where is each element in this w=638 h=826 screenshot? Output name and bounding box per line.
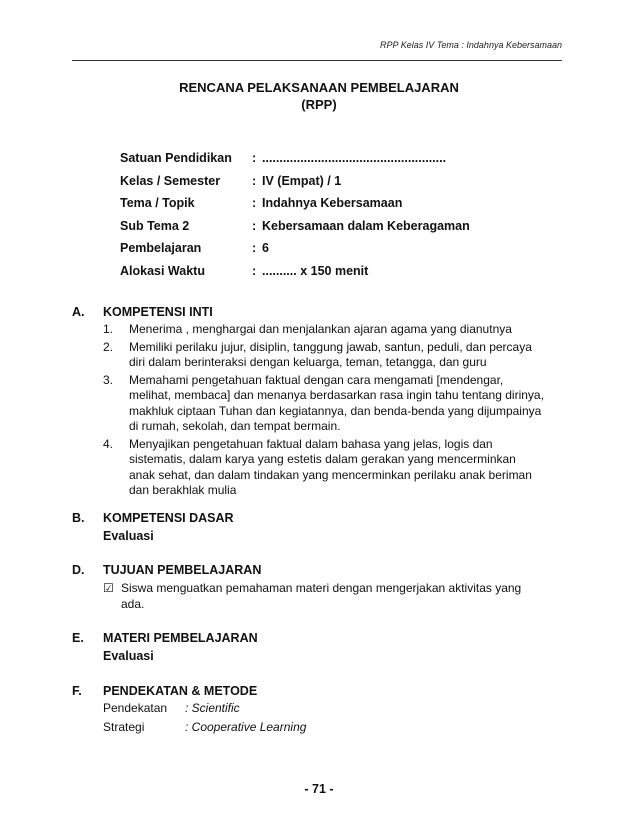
document-subtitle: (RPP) (301, 97, 337, 112)
list-number: 3. (103, 372, 114, 387)
method-row (103, 719, 306, 735)
list-line: Memiliki perilaku jujur, disiplin, tanggung jawab, santun, peduli, dan percaya (129, 339, 532, 354)
section-title: KOMPETENSI DASAR (103, 511, 234, 525)
section-title: MATERI PEMBELAJARAN (103, 631, 258, 645)
list-number: 2. (103, 339, 114, 354)
identity-label: Pembelajaran (120, 241, 202, 256)
section-title: KOMPETENSI INTI (103, 305, 213, 319)
method-row (103, 700, 306, 716)
list-line: Memahami pengetahuan faktual dengan cara mengamati [mendengar, (129, 372, 504, 387)
identity-row (120, 260, 470, 283)
identity-colon: : (252, 151, 257, 166)
identity-label: Kelas / Semester (120, 173, 221, 188)
identity-value: 6 (262, 241, 269, 256)
running-header: RPP Kelas IV Tema : Indahnya Kebersamaan (380, 40, 562, 50)
identity-label: Tema / Topik (120, 196, 195, 211)
section-materi-pembelajaran (72, 631, 258, 664)
identity-label: Sub Tema 2 (120, 218, 190, 233)
objective-line: Siswa menguatkan pemahaman materi dengan mengerjakan aktivitas yang (121, 581, 522, 595)
list-line: Menerima , menghargai dan menjalankan ajaran agama yang dianutnya (129, 322, 512, 336)
method-label: Pendekatan (103, 701, 168, 715)
section-letter: A. (72, 305, 85, 319)
section-body (103, 322, 569, 499)
identity-value: Indahnya Kebersamaan (262, 196, 403, 211)
list-line: Menyajikan pengetahuan faktual dalam bahasa yang jelas, logis dan (129, 436, 493, 451)
section-heading (72, 511, 234, 525)
objective-item (103, 581, 521, 612)
section-letter: B. (72, 511, 85, 525)
list-item (103, 437, 569, 499)
identity-value: ..................................................... (262, 151, 447, 166)
identity-table (120, 147, 470, 282)
section-kompetensi-inti (72, 305, 569, 499)
identity-row (120, 147, 470, 170)
section-heading (72, 684, 306, 698)
page-number: - 71 - (304, 782, 334, 796)
identity-value: IV (Empat) / 1 (262, 173, 342, 188)
identity-label: Satuan Pendidikan (120, 151, 232, 166)
section-heading (72, 563, 521, 577)
section-letter: E. (72, 631, 84, 645)
section-heading (72, 305, 569, 319)
identity-label: Alokasi Waktu (120, 263, 205, 278)
list-line: melihat, membaca] dan menanya berdasarkan rasa ingin tahu tentang dirinya, (129, 388, 544, 402)
identity-value: Kebersamaan dalam Keberagaman (262, 218, 470, 233)
document-title: RENCANA PELAKSANAAN PEMBELAJARAN (179, 80, 459, 95)
section-heading (72, 631, 258, 645)
section-body-text: Evaluasi (103, 649, 154, 663)
objective-line: ada. (121, 596, 145, 611)
list-number: 1. (103, 322, 114, 336)
list-line: makhluk ciptaan Tuhan dan kegiatannya, dan benda-benda yang dijumpainya (129, 403, 542, 418)
identity-row (120, 192, 470, 215)
list-line: anak sehat, dan dalam tindakan yang mencerminkan perilaku anak beriman (129, 467, 532, 482)
identity-colon: : (252, 218, 257, 233)
identity-colon: : (252, 263, 257, 278)
method-value: : Cooperative Learning (185, 720, 307, 734)
list-line: diri dalam berinteraksi dengan keluarga, teman, tetangga, dan guru (129, 355, 487, 369)
section-title: PENDEKATAN & METODE (103, 684, 258, 698)
list-item (103, 373, 569, 435)
identity-row (120, 215, 470, 238)
section-letter: F. (72, 684, 82, 698)
section-tujuan-pembelajaran (72, 563, 521, 612)
identity-colon: : (252, 173, 257, 188)
method-table (103, 700, 306, 735)
header-rule (72, 60, 562, 61)
list-number: 4. (103, 436, 114, 451)
list-line: di rumah, sekolah, dan tempat bermain. (129, 419, 341, 433)
identity-row (120, 237, 470, 260)
section-pendekatan-metode (72, 684, 306, 735)
identity-value: .......... x 150 menit (262, 263, 369, 278)
list-line: sistematis, dalam karya yang estetis dalam gerakan yang mencerminkan (129, 452, 516, 466)
identity-colon: : (252, 196, 257, 211)
list-item (103, 340, 569, 371)
list-line: dan berakhlak mulia (129, 483, 237, 497)
identity-row (120, 170, 470, 193)
method-label: Strategi (103, 720, 145, 734)
method-value: : Scientific (185, 701, 240, 715)
section-letter: D. (72, 563, 85, 577)
list-item (103, 322, 569, 338)
identity-colon: : (252, 241, 257, 256)
checkbox-icon: ☑ (103, 581, 114, 595)
section-body-text: Evaluasi (103, 529, 154, 543)
section-title: TUJUAN PEMBELAJARAN (103, 563, 262, 577)
section-kompetensi-dasar (72, 511, 234, 544)
